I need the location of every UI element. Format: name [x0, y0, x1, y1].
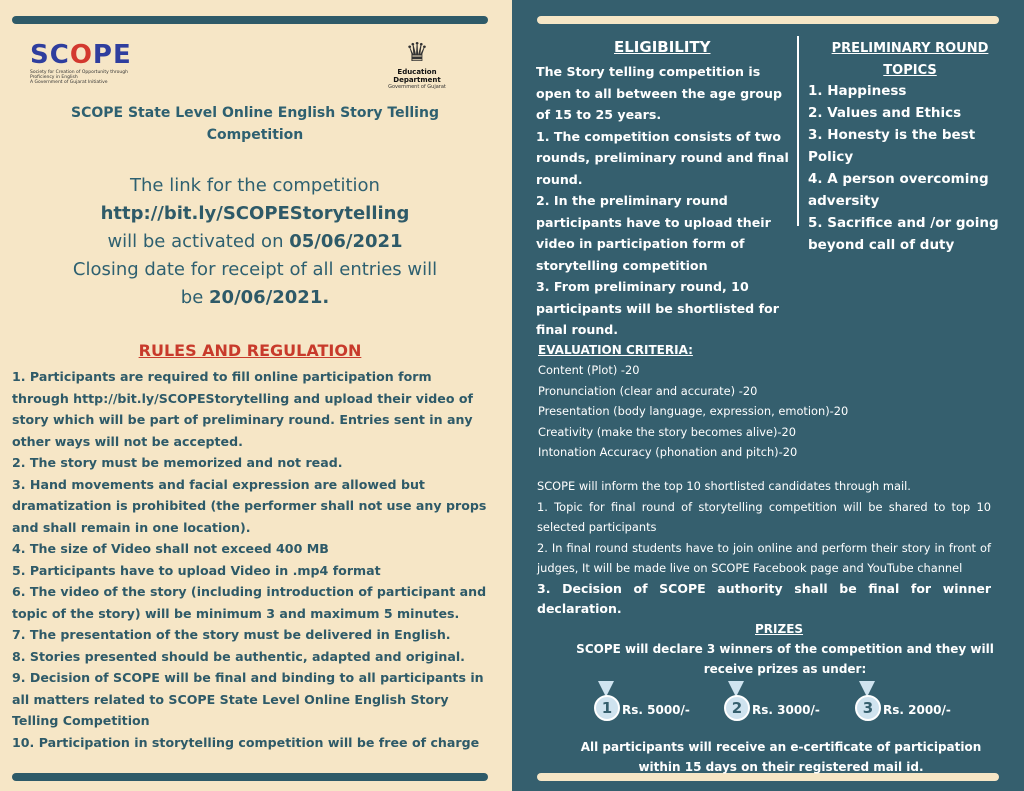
closing-prefix: be — [180, 287, 210, 308]
topics-list — [808, 80, 1018, 256]
competition-title: SCOPE State Level Online English Story Telling Competition — [71, 105, 439, 143]
rule-item: 5. Participants have to upload Video in .mp4 format — [12, 562, 381, 578]
bottom-divider-left — [12, 773, 488, 781]
medal-icon — [724, 681, 748, 721]
evaluation-item: Content (Plot) -20 — [538, 363, 640, 377]
prize-second — [724, 681, 820, 721]
evaluation-list — [538, 360, 1008, 463]
activation-date: 05/06/2021 — [289, 231, 403, 252]
eligibility-item: 2. In the preliminary round participants have to upload their video in participation form of storytelling competition — [536, 193, 771, 273]
top-divider-right — [537, 16, 999, 24]
medal-icon — [594, 681, 618, 721]
final-round-intro: SCOPE will inform the top 10 shortlisted candidates through mail. — [537, 479, 911, 493]
eligibility-item: The Story telling competition is open to all between the age group of 15 to 25 years. — [536, 64, 782, 122]
rule-item: 4. The size of Video shall not exceed 400 MB — [12, 541, 329, 556]
final-round-item: 3. Decision of SCOPE authority shall be final for winner declaration. — [537, 580, 991, 616]
rule-item: 3. Hand movements and facial expression are allowed but dramatization is prohibited (the performer shall not use any props and shall remain in one location). — [12, 476, 487, 535]
final-round-info — [537, 476, 991, 620]
rule-item: 8. Stories presented should be authentic, adapted and original. — [12, 648, 465, 664]
prize-first — [594, 681, 690, 721]
topic-item: 3. Honesty is the best Policy — [808, 127, 976, 165]
evaluation-item: Intonation Accuracy (phonation and pitch)-20 — [538, 445, 798, 459]
scope-logo-tagline: A Government of Gujarat Initiative — [30, 80, 108, 85]
link-intro: The link for the competition — [130, 175, 380, 196]
topic-item: 5. Sacrifice and /or going beyond call of duty — [808, 215, 999, 253]
evaluation-item: Pronunciation (clear and accurate) -20 — [538, 383, 758, 398]
topic-item: 2. Values and Ethics — [808, 105, 962, 121]
topic-item: 4. A person overcoming adversity — [808, 171, 989, 209]
eligibility-list — [536, 61, 792, 341]
closing-date: 20/06/2021. — [209, 287, 330, 308]
department-name: Education Department — [393, 68, 441, 84]
scope-logo — [30, 40, 130, 85]
medal-rank: 1 — [594, 695, 620, 721]
prize-third — [855, 681, 951, 721]
competition-link-block — [20, 172, 490, 312]
scope-logo-subtitle: Society for Creation of Opportunity through Proficiency in English — [30, 70, 128, 80]
rules-list — [12, 366, 492, 753]
rule-item: 1. Participants are required to fill online participation form through http://bit.ly/SCOPEStorytelling and upload their video of story which will be part of preliminary round. Entries sent in any other ways will not be accepted. — [12, 369, 473, 449]
rule-item: 9. Decision of SCOPE will be final and binding to all participants in all matters related to SCOPE State Level Online English Story Telling Competition — [12, 670, 484, 728]
rule-item: 6. The video of the story (including introduction of participant and topic of the story) will be minimum 3 and maximum 5 minutes. — [12, 584, 487, 621]
prizes-intro: SCOPE will declare 3 winners of the competition and they will receive prizes as under: — [576, 642, 994, 676]
certificate-note: All participants will receive an e-certificate of participation within 15 days on their registered mail id. — [580, 740, 982, 774]
prizes-heading: PRIZES — [755, 622, 804, 636]
rules-heading: RULES AND REGULATION — [138, 341, 362, 360]
topics-heading: PRELIMINARY ROUND TOPICS — [831, 41, 989, 78]
evaluation-heading: EVALUATION CRITERIA: — [538, 343, 693, 357]
medal-rank: 3 — [855, 695, 881, 721]
eligibility-heading: ELIGIBILITY — [614, 38, 711, 56]
scope-logo-wordmark: SCOPE — [30, 40, 132, 70]
evaluation-item: Presentation (body language, expression, emotion)-20 — [538, 404, 849, 418]
final-round-item: 1. Topic for final round of storytelling competition will be shared to top 10 selected participants — [537, 499, 991, 534]
evaluation-item: Creativity (make the story becomes alive)-20 — [538, 424, 797, 439]
prize-amount: Rs. 2000/- — [883, 703, 951, 717]
government-name: Government of Gujarat — [388, 84, 446, 90]
top-divider-left — [12, 16, 488, 24]
government-emblem — [377, 38, 457, 90]
eligibility-item: 3. From preliminary round, 10 participants will be shortlisted for final round. — [536, 279, 779, 337]
final-round-item: 2. In final round students have to join online and perform their story in front of judges, It will be made live on SCOPE Facebook page and YouTube channel — [537, 540, 991, 575]
eligibility-item: 1. The competition consists of two rounds, preliminary round and final round. — [536, 128, 789, 187]
activation-label: will be activated on — [107, 231, 290, 252]
closing-label: Closing date for receipt of all entries will — [72, 259, 438, 280]
rule-item: 10. Participation in storytelling competition will be free of charge — [12, 734, 480, 750]
medal-rank: 2 — [724, 695, 750, 721]
medal-icon — [855, 681, 879, 721]
topic-item: 1. Happiness — [808, 83, 907, 99]
competition-link[interactable]: http://bit.ly/SCOPEStorytelling — [100, 203, 410, 224]
rule-item: 7. The presentation of the story must be delivered in English. — [12, 627, 451, 642]
column-divider — [797, 36, 799, 226]
emblem-icon: ♛ — [405, 38, 429, 68]
rule-item: 2. The story must be memorized and not read. — [12, 455, 343, 470]
prize-amount: Rs. 3000/- — [752, 703, 820, 717]
prize-amount: Rs. 5000/- — [622, 703, 690, 717]
